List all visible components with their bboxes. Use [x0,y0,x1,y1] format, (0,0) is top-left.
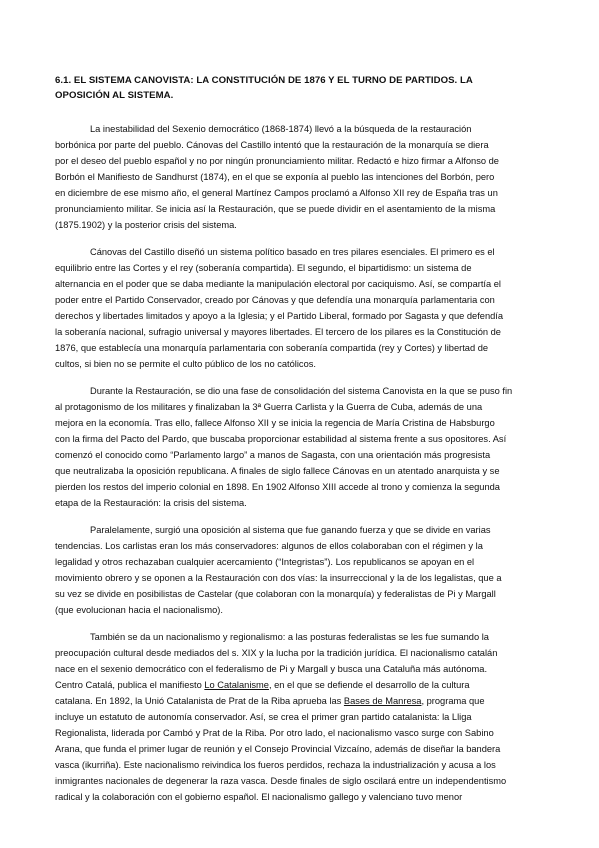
paragraph-line: pierden los restos del imperio colonial en 1898. En 1902 Alfonso XIII accede al trono y comienza la segunda [55,482,500,492]
paragraph-1 [55,121,525,233]
paragraph-line: borbónica por parte del pueblo. Cánovas del Castillo intentó que la restauración de la monarquía se diera [55,140,489,150]
paragraph-line: cultos, si bien no se permite el culto público de los no católicos. [55,359,316,369]
paragraph-line: derechos y libertades limitados y apoyo a la Iglesia; y el Partido Liberal, formado por Sagasta y que defendía [55,311,504,321]
underlined-title-lo-catalanisme: Lo Catalanisme [204,680,269,690]
paragraph-line: tendencias. Los carlistas eran los más conservadores: algunos de ellos colaboraban con el régimen y la [55,541,483,551]
paragraph-line: por el deseo del pueblo español y no por ningún pronunciamiento militar. Redactó e hizo firmar a Alfonso de [55,156,499,166]
paragraph-line: Durante la Restauración, se dio una fase de consolidación del sistema Canovista en la que se puso fin [90,386,513,396]
paragraph-line: Borbón el Manifiesto de Sandhurst (1874), en el que se exponía al pueblo las intenciones del Borbón, pero [55,172,495,182]
paragraph-line: equilibrio entre las Cortes y el rey (soberanía compartida). El segundo, el bipartidismo: un sistema de [55,263,472,273]
paragraph-line: Regionalista, liderada por Cambó y Prat de la Riba. Por otro lado, el nacionalismo vasco surge con Sabino [55,728,494,738]
paragraph-3 [55,383,525,511]
paragraph-line: movimiento obrero y se oponen a la Restauración con dos vías: la insurreccional y la de los legalistas, que a [55,573,502,583]
paragraph-line: Arana, que funda el primer lugar de reunión y el Consejo Provincial Vizcaíno, además de diseñar la bandera [55,744,501,754]
paragraph-line: (que evolucionan hacia el nacionalismo). [55,605,223,615]
paragraph-5 [55,629,525,805]
paragraph-line: que neutralizaba la oposición republicana. A finales de siglo fallece Cánovas en un atentado anarquista y se [55,466,500,476]
line-text: catalana. En 1892, la Unió Catalanista de Prat de la Riba aprueba las [55,696,344,706]
paragraph-line: nace en el sexenio democrático con el federalismo de Pi y Margall y busca una Cataluña más autónoma. [55,664,488,674]
paragraph-line: con la firma del Pacto del Pardo, que buscaba proporcionar estabilidad al sistema frente a sus opositores. Así [55,434,507,444]
paragraph-line: incluye un estatuto de autonomía conservador. Así, se crea el primer gran partido catalanista: la Lliga [55,712,472,722]
paragraph-line: inmigrantes nacionales de degenerar la raza vasca. Desde finales de siglo oscilará entre un independentismo [55,776,507,786]
paragraph-line: poder entre el Partido Conservador, creado por Cánovas y que defendía una monarquía parlamentaria con [55,295,495,305]
paragraph-line: radical y la colaboración con el gobierno español. El nacionalismo gallego y valenciano tuvo menor [55,792,463,802]
line-text: , en el que se defiende el desarrollo de la cultura [268,680,470,690]
paragraph-line: al protagonismo de los militares y finalizaban la 3ª Guerra Carlista y la Guerra de Cuba, además de una [55,402,483,412]
paragraph-4 [55,522,525,618]
paragraph-line: vasca (ikurriña). Este nacionalismo reivindica los fueros perdidos, rechaza la industrialización y acusa a los [55,760,496,770]
paragraph-line: Cánovas del Castillo diseñó un sistema político basado en tres pilares esenciales. El primero es el [90,247,495,257]
paragraph-line: etapa de la Restauración: la crisis del sistema. [55,498,247,508]
paragraph-line [55,677,525,693]
paragraph-line: (1875.1902) y la posterior crisis del sistema. [55,220,237,230]
paragraph-line: 1876, que establecía una monarquía parlamentaria con soberanía compartida (rey y Cortes) y libertad de [55,343,489,353]
line-text: Centro Catalá, publica el manifiesto [55,680,205,690]
paragraph-line: También se da un nacionalismo y regionalismo: a las posturas federalistas se les fue sumando la [90,632,489,642]
paragraph-line: alternancia en el poder que se daba mediante la manipulación electoral por caciquismo. Así, se compartía el [55,279,501,289]
paragraph-line: legalidad y otros rechazaban cualquier acercamiento (“Integristas”). Los republicanos se apoyan en el [55,557,475,567]
paragraph-line: mejora en la economía. Tras ello, fallece Alfonso XII y se inicia la regencia de María Cristina de Habsburgo [55,418,495,428]
paragraph-line: la soberanía nacional, sufragio universal y mayores libertades. El tercero de los pilares es la Constitución de [55,327,501,337]
paragraph-line: La inestabilidad del Sexenio democrático (1868-1874) llevó a la búsqueda de la restauración [90,124,472,134]
paragraph-line: preocupación cultural desde mediados del s. XIX y la lucha por la tradición jurídica. El nacionalismo catalán [55,648,498,658]
paragraph-line: en diciembre de ese mismo año, el general Martínez Campos proclamó a Alfonso XII rey de España tras un [55,188,498,198]
underlined-title-bases-de-manresa: Bases de Manresa [343,696,422,706]
paragraph-line: Paralelamente, surgió una oposición al sistema que fue ganando fuerza y que se divide en varias [90,525,491,535]
paragraph-line: comenzó el conocido como “Parlamento largo” a manos de Sagasta, con una orientación más progresista [55,450,491,460]
paragraph-line [55,693,525,709]
paragraph-line: pronunciamiento militar. Se inicia así la Restauración, que se puede dividir en el asentamiento de la misma [55,204,496,214]
line-text: , programa que [421,696,485,706]
paragraph-line: su vez se divide en posibilistas de Castelar (que colaboran con la monarquía) y federalistas de Pi y Margall [55,589,496,599]
paragraph-2 [55,244,525,372]
document-title: 6.1. EL SISTEMA CANOVISTA: LA CONSTITUCIÓN DE 1876 Y EL TURNO DE PARTIDOS. LA OPOSICIÓN AL SISTEMA. [55,75,473,101]
